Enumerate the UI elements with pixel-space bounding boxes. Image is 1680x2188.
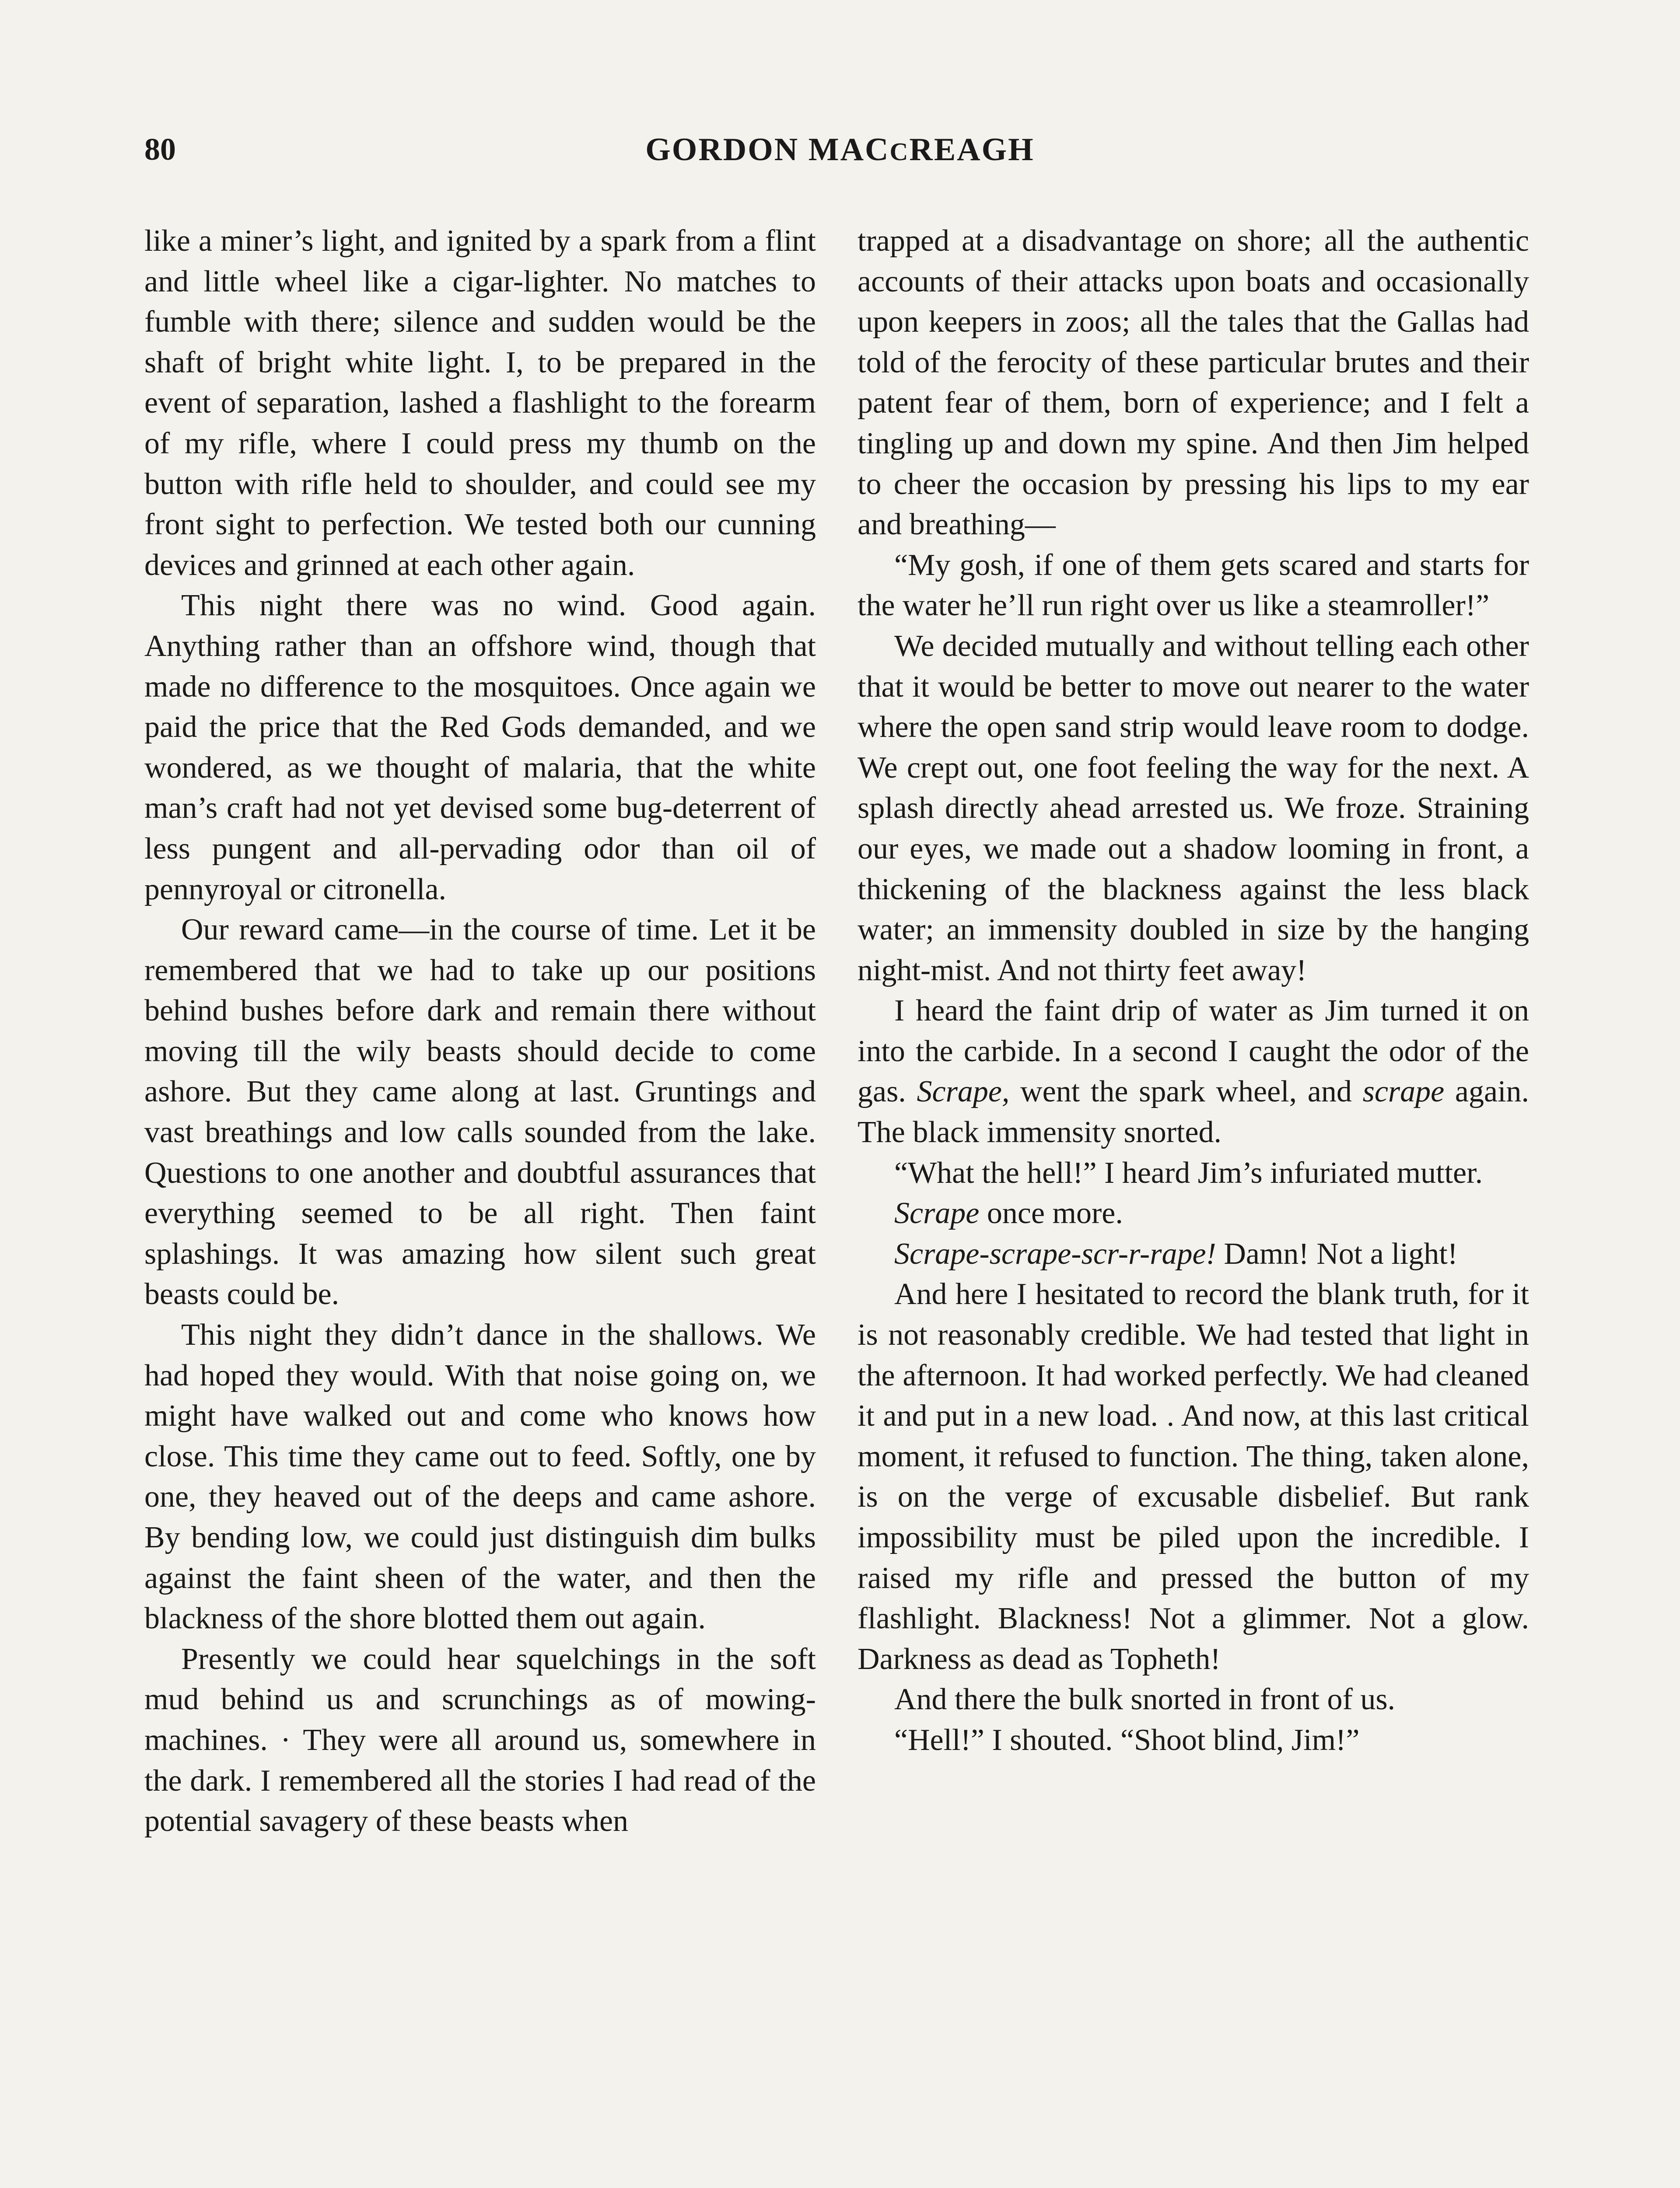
paragraph: And there the bulk snorted in front of us. (894, 1683, 1396, 1717)
italic-text: scrape (1362, 1075, 1445, 1109)
text-run: Damn! Not a light! (1216, 1237, 1458, 1271)
italic-text: Scrape-scrape-scr-r-rape! (894, 1237, 1216, 1271)
text-run: I heard the faint drip of water as Jim turned it on into the carbide. In a second I caught the odor of the gas. (858, 994, 1529, 1109)
author-main: GORDON MAC (645, 132, 890, 168)
paragraph: “Hell!” I shouted. “Shoot blind, Jim!” (894, 1723, 1360, 1757)
paragraph: “What the hell!” I heard Jim’s infuriated mutter. (894, 1156, 1483, 1190)
paragraph: This night there was no wind. Good again. Anything rather than an offshore wind, though that made no difference to the mosquitoes. Once again we paid the price that the Red Gods demanded, and we wondered, as we thought of malaria, that the white man’s craft had not yet devised some bug-deterrent of less pungent and all-pervading odor than oil of pennyroyal or citronella. (144, 589, 816, 906)
author-tail: REAGH (909, 132, 1035, 168)
running-head (0, 131, 1680, 168)
paragraph: Our reward came—in the course of time. Let it be remembered that we had to take up our positions behind bushes before dark and remain there without moving till the wily beasts should decide to come ashore. But they came along at last. Gruntings and vast breathings and low calls sounded from the lake. Questions to one another and doubtful assurances that everything seemed to be all right. Then faint splashings. It was amazing how silent such great beasts could be. (144, 913, 816, 1311)
page-number: 80 (144, 132, 176, 167)
paragraph: We decided mutually and without telling each other that it would be better to move out nearer to the water where the open sand strip would leave room to dodge. We crept out, one foot feeling the way for the next. A splash directly ahead arrested us. We froze. Straining our eyes, we made out a shadow looming in front, a thickening of the blackness against the less black water; an immensity doubled in size by the hanging night-mist. And not thirty feet away! (858, 629, 1529, 987)
paragraph: like a miner’s light, and ignited by a spark from a flint and little wheel like a cigar-lighter. No matches to fumble with there; silence and sudden would be the shaft of bright white light. I, to be prepared in the event of separation, lashed a flashlight to the forearm of my rifle, where I could press my thumb on the button with rifle held to shoulder, and could see my front sight to perfection. We tested both our cunning devices and grinned at each other again. (144, 224, 816, 582)
text-run: once more. (979, 1196, 1123, 1231)
author-small-caps: C (889, 137, 910, 166)
left-column (144, 221, 816, 1842)
paragraph: This night they didn’t dance in the shallows. We had hoped they would. With that noise going on, we might have walked out and come who knows how close. This time they came out to feed. Softly, one by one, they heaved out of the deeps and came ashore. By bending low, we could just distinguish dim bulks against the faint sheen of the water, and then the blackness of the shore blotted them out again. (144, 1318, 816, 1636)
paragraph (858, 1234, 1529, 1275)
text-run: went the spark wheel, and (1009, 1075, 1363, 1109)
paragraph (858, 1193, 1529, 1234)
right-column (858, 221, 1529, 1761)
paragraph: “My gosh, if one of them gets scared and starts for the water he’ll run right over us like a steamroller!” (858, 548, 1529, 623)
paragraph: And here I hesitated to record the blank truth, for it is not reasonably credible. We had tested that light in the afternoon. It had worked perfectly. We had cleaned it and put in a new load. . And now, at this last critical moment, it refused to function. The thing, taken alone, is on the verge of excusable disbelief. But rank impossibility must be piled upon the incredible. I raised my rifle and pressed the button of my flashlight. Blackness! Not a glimmer. Not a glow. Darkness as dead as Topheth! (858, 1277, 1529, 1676)
italic-text: Scrape (894, 1196, 980, 1231)
paragraph: Presently we could hear squelchings in the soft mud behind us and scrunchings as of mowing-machines. · They were all around us, somewhere in the dark. I remembered all the stories I had read of the potential savagery of these beasts when (144, 1642, 816, 1838)
paragraph (858, 991, 1529, 1153)
italic-text: Scrape, (917, 1075, 1010, 1109)
text-run: again. The black immensity snorted. (858, 1075, 1530, 1150)
paragraph: trapped at a disadvantage on shore; all the authentic accounts of their attacks upon boats and occasionally upon keepers in zoos; all the tales that the Gallas had told of the ferocity of these particular brutes and their patent fear of them, born of experience; and I felt a tingling up and down my spine. And then Jim helped to cheer the occasion by pressing his lips to my ear and breathing— (858, 224, 1529, 542)
